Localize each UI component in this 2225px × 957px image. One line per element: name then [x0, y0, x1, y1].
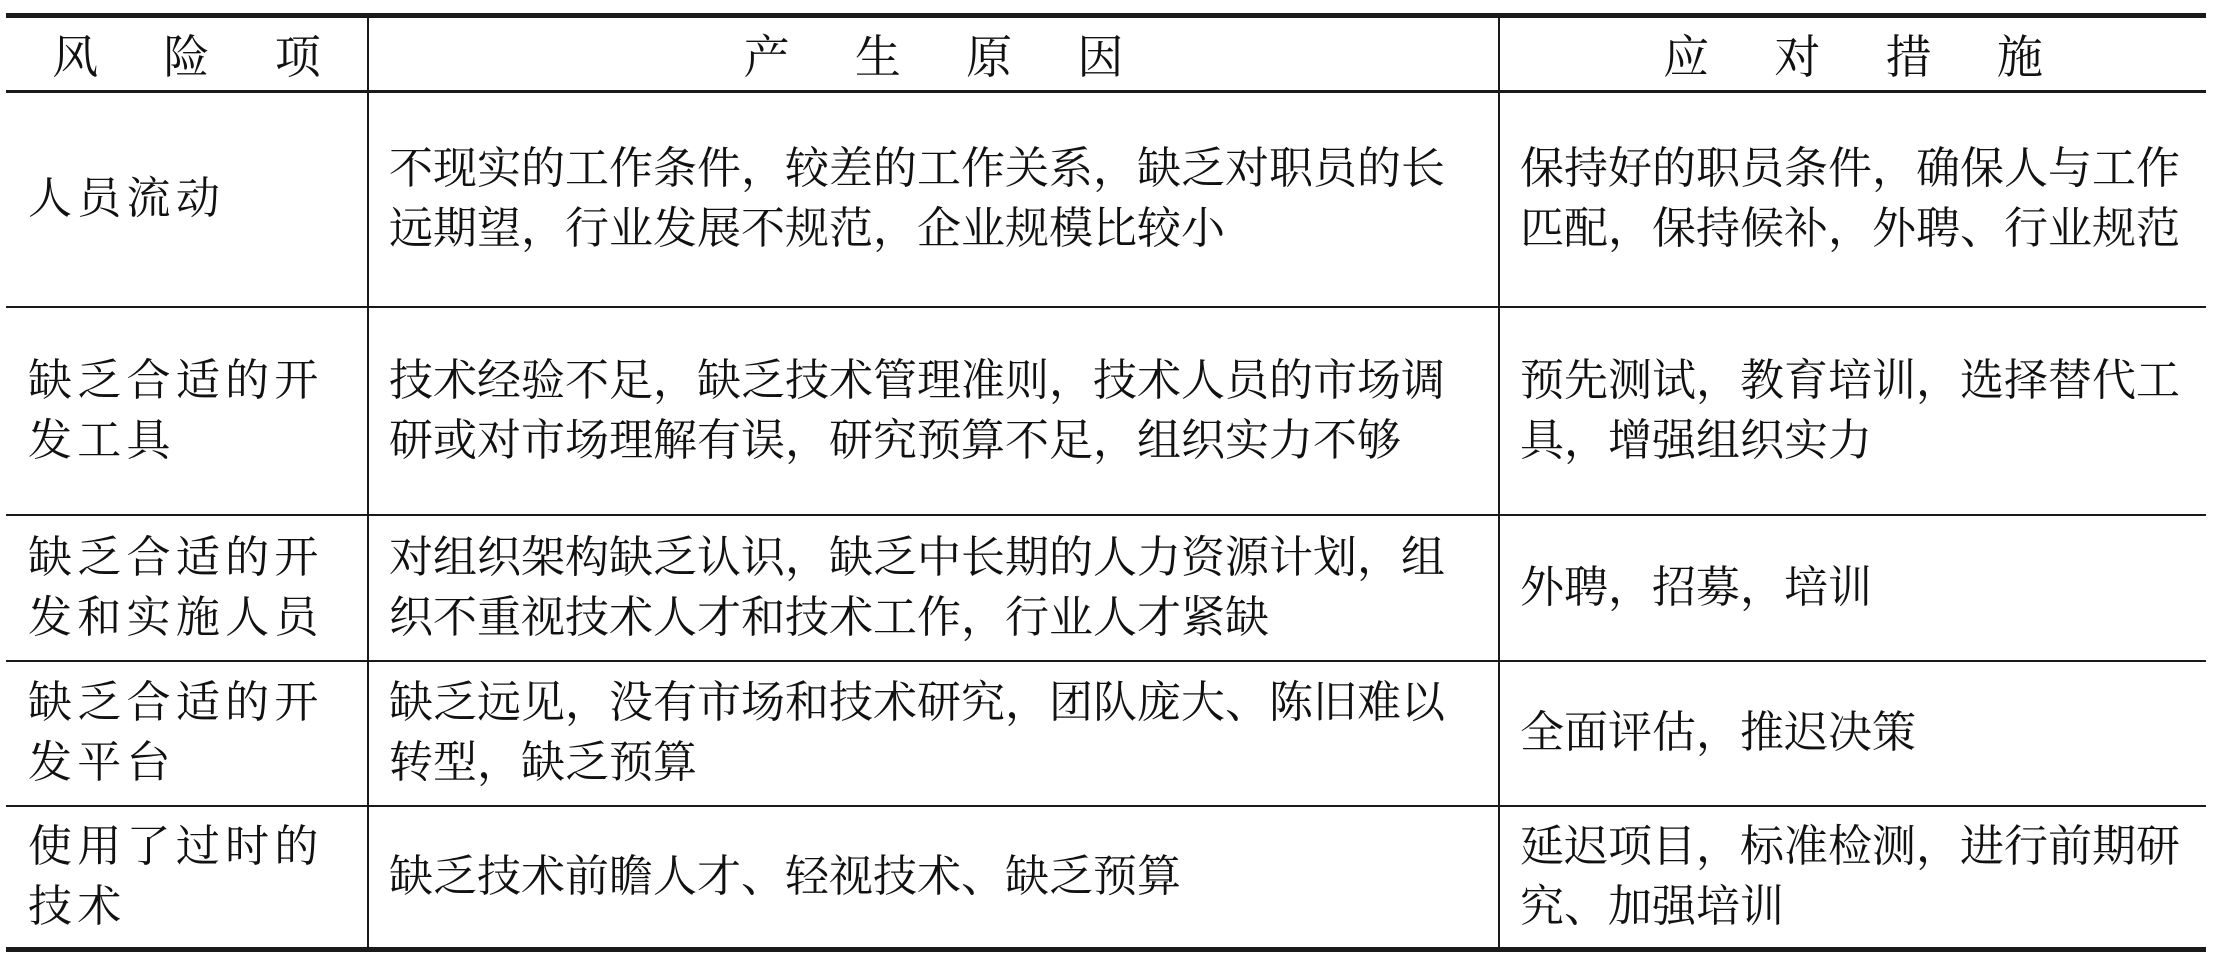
- cause-cell: 对组织架构缺乏认识，缺乏中长期的人力资源计划，组织不重视技术人才和技术工作，行业人才紧缺: [368, 515, 1499, 661]
- header-cause: [368, 16, 1499, 92]
- response-cell: 延迟项目，标准检测，进行前期研究、加强培训: [1499, 806, 2206, 950]
- cause-cell: 缺乏技术前瞻人才、轻视技术、缺乏预算: [368, 806, 1499, 950]
- header-risk-label: 风 险 项: [52, 30, 347, 84]
- response-cell: 外聘，招募，培训: [1499, 515, 2206, 661]
- table-row: [6, 307, 2206, 515]
- risk-cell: 人员流动: [6, 92, 368, 307]
- header-response: [1499, 16, 2206, 92]
- cause-cell: 技术经验不足，缺乏技术管理准则，技术人员的市场调研或对市场理解有误，研究预算不足，组织实力不够: [368, 307, 1499, 515]
- table-row: [6, 92, 2206, 307]
- response-cell: 全面评估，推迟决策: [1499, 661, 2206, 806]
- risk-cell: 缺乏合适的开发平台: [6, 661, 368, 806]
- table-row: [6, 661, 2206, 806]
- risk-table: [6, 13, 2206, 952]
- table-row: [6, 806, 2206, 950]
- header-response-label: 应 对 措 施: [1663, 30, 2069, 84]
- header-cause-label: 产 生 原 因: [743, 30, 1149, 84]
- table-row: [6, 515, 2206, 661]
- header-row: [6, 16, 2206, 92]
- cause-cell: 缺乏远见，没有市场和技术研究，团队庞大、陈旧难以转型，缺乏预算: [368, 661, 1499, 806]
- table-body: [6, 92, 2206, 950]
- header-risk: [6, 16, 368, 92]
- risk-cell: 使用了过时的技术: [6, 806, 368, 950]
- risk-cell: 缺乏合适的开发和实施人员: [6, 515, 368, 661]
- response-cell: 保持好的职员条件，确保人与工作匹配，保持候补，外聘、行业规范: [1499, 92, 2206, 307]
- risk-cell: 缺乏合适的开发工具: [6, 307, 368, 515]
- cause-cell: 不现实的工作条件，较差的工作关系，缺乏对职员的长远期望，行业发展不规范，企业规模比较小: [368, 92, 1499, 307]
- table-header: [6, 16, 2206, 92]
- response-cell: 预先测试，教育培训，选择替代工具，增强组织实力: [1499, 307, 2206, 515]
